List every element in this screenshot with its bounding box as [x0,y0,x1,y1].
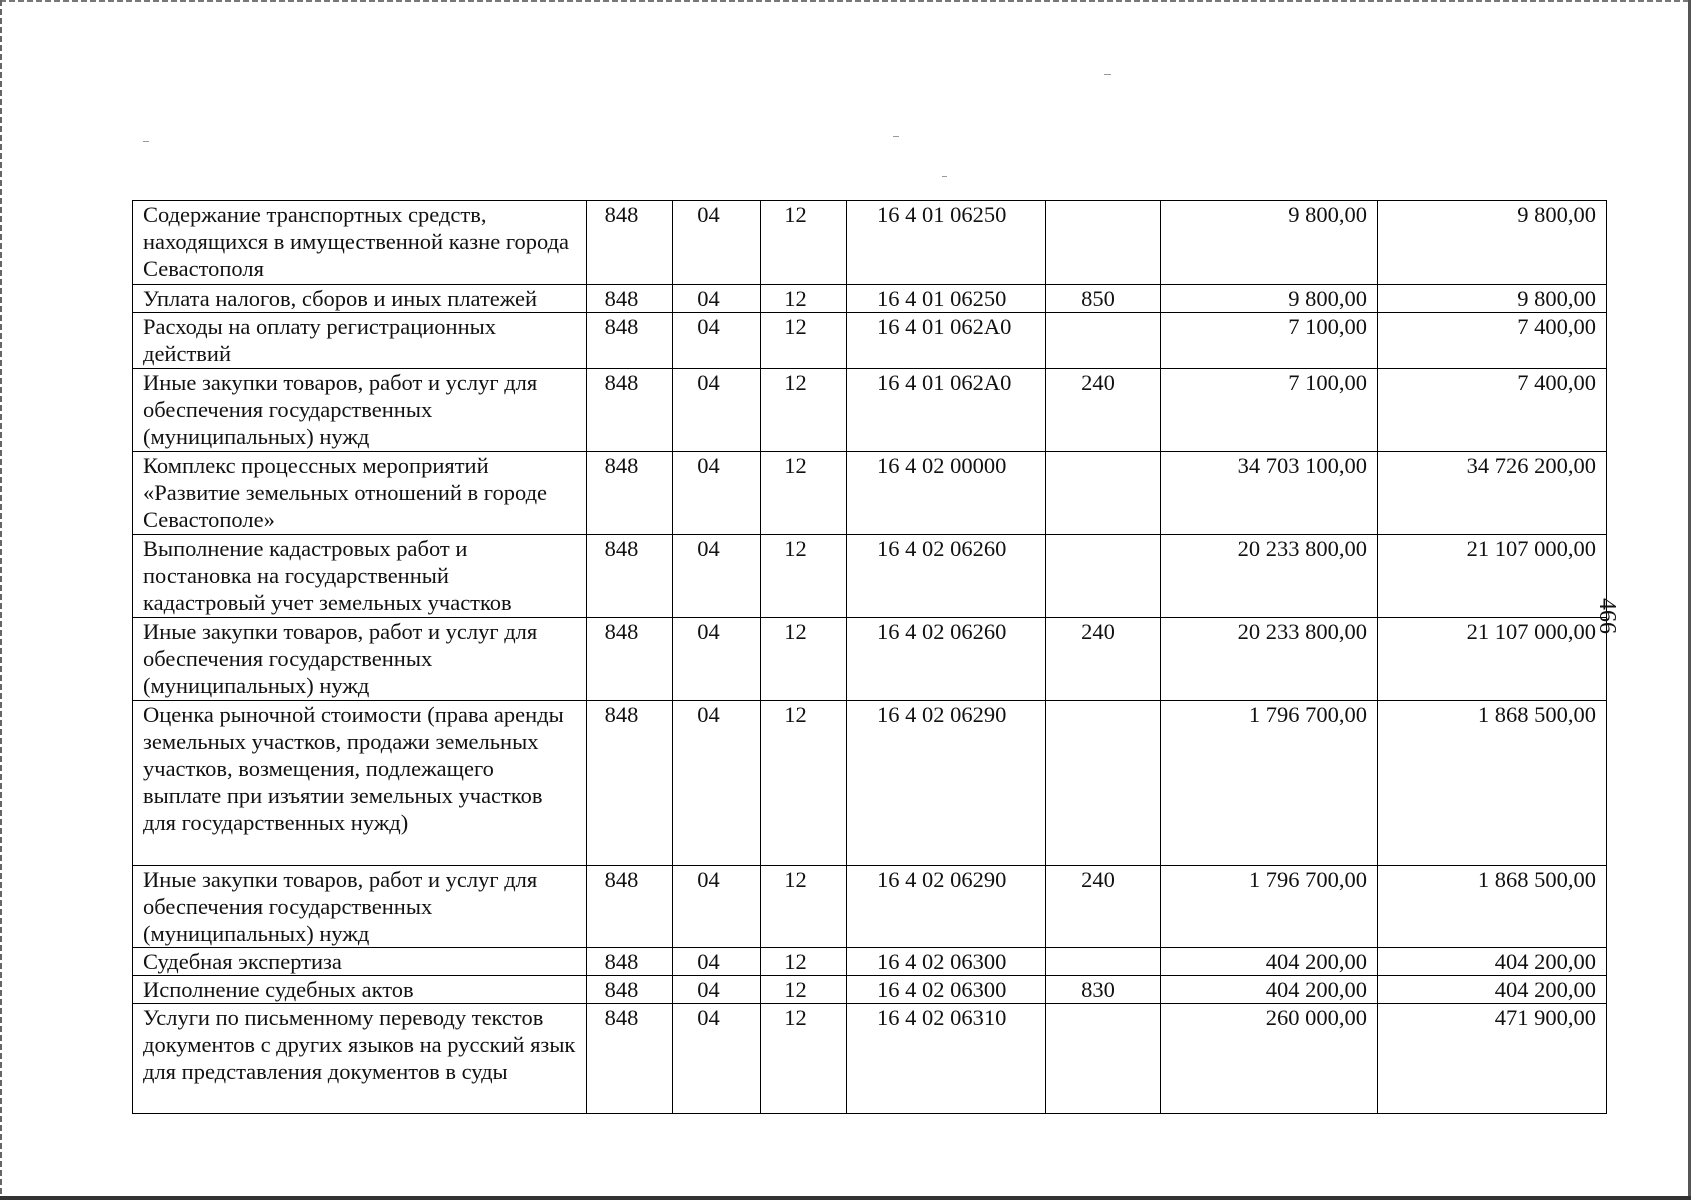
cell-grbs: 848 [587,285,673,313]
cell-subsection: 12 [761,285,847,313]
budget-table [132,200,1607,1114]
table-row [133,313,1607,369]
cell-target-article: 16 4 02 06290 [847,866,1046,948]
cell-expense-type [1046,701,1161,866]
cell-expense-type: 830 [1046,976,1161,1004]
cell-amount-2: 34 726 200,00 [1378,452,1607,535]
cell-subsection: 12 [761,866,847,948]
cell-subsection: 12 [761,313,847,369]
cell-subsection: 12 [761,535,847,618]
cell-target-article: 16 4 02 06260 [847,618,1046,701]
cell-subsection: 12 [761,948,847,976]
cell-expense-type [1046,313,1161,369]
cell-expense-type [1046,948,1161,976]
cell-subsection: 12 [761,1004,847,1114]
cell-amount-1: 1 796 700,00 [1161,866,1378,948]
cell-name: Иные закупки товаров, работ и услуг для обеспечения государственных (муниципальных) нужд [133,866,587,948]
scan-speck [942,176,947,177]
cell-name: Исполнение судебных актов [133,976,587,1004]
table-row [133,285,1607,313]
scan-speck [1104,74,1111,75]
cell-section: 04 [673,535,761,618]
cell-amount-2: 404 200,00 [1378,948,1607,976]
cell-name: Услуги по письменному переводу текстов документов с других языков на русский язык для представления документов в суды [133,1004,587,1114]
table-body [133,201,1607,1114]
cell-grbs: 848 [587,948,673,976]
scan-edge-bottom [0,1196,1691,1200]
table-row [133,866,1607,948]
cell-target-article: 16 4 01 06250 [847,201,1046,285]
cell-grbs: 848 [587,866,673,948]
cell-name: Уплата налогов, сборов и иных платежей [133,285,587,313]
cell-amount-2: 1 868 500,00 [1378,701,1607,866]
cell-grbs: 848 [587,701,673,866]
table-row [133,948,1607,976]
cell-amount-2: 9 800,00 [1378,285,1607,313]
cell-subsection: 12 [761,369,847,452]
cell-amount-2: 21 107 000,00 [1378,618,1607,701]
cell-target-article: 16 4 02 06300 [847,948,1046,976]
cell-subsection: 12 [761,976,847,1004]
table-row [133,618,1607,701]
cell-target-article: 16 4 02 06260 [847,535,1046,618]
cell-name: Иные закупки товаров, работ и услуг для обеспечения государственных (муниципальных) нужд [133,369,587,452]
cell-amount-1: 9 800,00 [1161,285,1378,313]
cell-section: 04 [673,452,761,535]
table-row [133,535,1607,618]
cell-section: 04 [673,866,761,948]
cell-amount-1: 9 800,00 [1161,201,1378,285]
cell-amount-1: 20 233 800,00 [1161,535,1378,618]
cell-amount-2: 7 400,00 [1378,369,1607,452]
cell-section: 04 [673,948,761,976]
cell-name: Комплекс процессных мероприятий «Развитие земельных отношений в городе Севастополе» [133,452,587,535]
cell-target-article: 16 4 02 00000 [847,452,1046,535]
cell-amount-1: 404 200,00 [1161,948,1378,976]
cell-grbs: 848 [587,369,673,452]
cell-section: 04 [673,1004,761,1114]
cell-section: 04 [673,285,761,313]
cell-amount-1: 7 100,00 [1161,369,1378,452]
cell-grbs: 848 [587,1004,673,1114]
cell-amount-2: 1 868 500,00 [1378,866,1607,948]
cell-expense-type [1046,201,1161,285]
scan-speck [893,136,899,137]
cell-target-article: 16 4 01 062А0 [847,313,1046,369]
cell-section: 04 [673,618,761,701]
cell-grbs: 848 [587,201,673,285]
cell-section: 04 [673,369,761,452]
cell-expense-type [1046,1004,1161,1114]
cell-target-article: 16 4 01 062А0 [847,369,1046,452]
cell-section: 04 [673,701,761,866]
page-number: 466 [1594,598,1620,634]
cell-subsection: 12 [761,452,847,535]
cell-name: Судебная экспертиза [133,948,587,976]
cell-amount-1: 1 796 700,00 [1161,701,1378,866]
cell-expense-type: 240 [1046,369,1161,452]
table-row [133,369,1607,452]
cell-amount-1: 20 233 800,00 [1161,618,1378,701]
cell-amount-2: 7 400,00 [1378,313,1607,369]
cell-grbs: 848 [587,452,673,535]
cell-target-article: 16 4 02 06290 [847,701,1046,866]
cell-expense-type: 240 [1046,866,1161,948]
cell-section: 04 [673,976,761,1004]
cell-amount-1: 7 100,00 [1161,313,1378,369]
cell-amount-1: 34 703 100,00 [1161,452,1378,535]
cell-name: Выполнение кадастровых работ и постановка на государственный кадастровый учет земельных участков [133,535,587,618]
table-row [133,701,1607,866]
cell-grbs: 848 [587,313,673,369]
cell-name: Иные закупки товаров, работ и услуг для обеспечения государственных (муниципальных) нужд [133,618,587,701]
cell-amount-2: 471 900,00 [1378,1004,1607,1114]
cell-target-article: 16 4 02 06300 [847,976,1046,1004]
table-row [133,201,1607,285]
cell-amount-1: 404 200,00 [1161,976,1378,1004]
cell-section: 04 [673,201,761,285]
cell-amount-2: 21 107 000,00 [1378,535,1607,618]
cell-grbs: 848 [587,535,673,618]
cell-target-article: 16 4 02 06310 [847,1004,1046,1114]
cell-name: Расходы на оплату регистрационных действий [133,313,587,369]
cell-subsection: 12 [761,201,847,285]
cell-expense-type [1046,535,1161,618]
cell-grbs: 848 [587,618,673,701]
cell-subsection: 12 [761,701,847,866]
cell-expense-type: 240 [1046,618,1161,701]
cell-name: Содержание транспортных средств, находящихся в имущественной казне города Севастополя [133,201,587,285]
table-row [133,976,1607,1004]
cell-grbs: 848 [587,976,673,1004]
scan-edge-left [0,0,2,1200]
table-row [133,1004,1607,1114]
cell-target-article: 16 4 01 06250 [847,285,1046,313]
cell-section: 04 [673,313,761,369]
cell-expense-type: 850 [1046,285,1161,313]
cell-subsection: 12 [761,618,847,701]
scan-edge-top [0,0,1691,2]
table-row [133,452,1607,535]
cell-expense-type [1046,452,1161,535]
cell-name: Оценка рыночной стоимости (права аренды земельных участков, продажи земельных участков, возмещения, подлежащего выплате при изъятии земельных участков для государственных нужд) [133,701,587,866]
cell-amount-2: 404 200,00 [1378,976,1607,1004]
scan-speck [143,141,149,142]
cell-amount-1: 260 000,00 [1161,1004,1378,1114]
cell-amount-2: 9 800,00 [1378,201,1607,285]
